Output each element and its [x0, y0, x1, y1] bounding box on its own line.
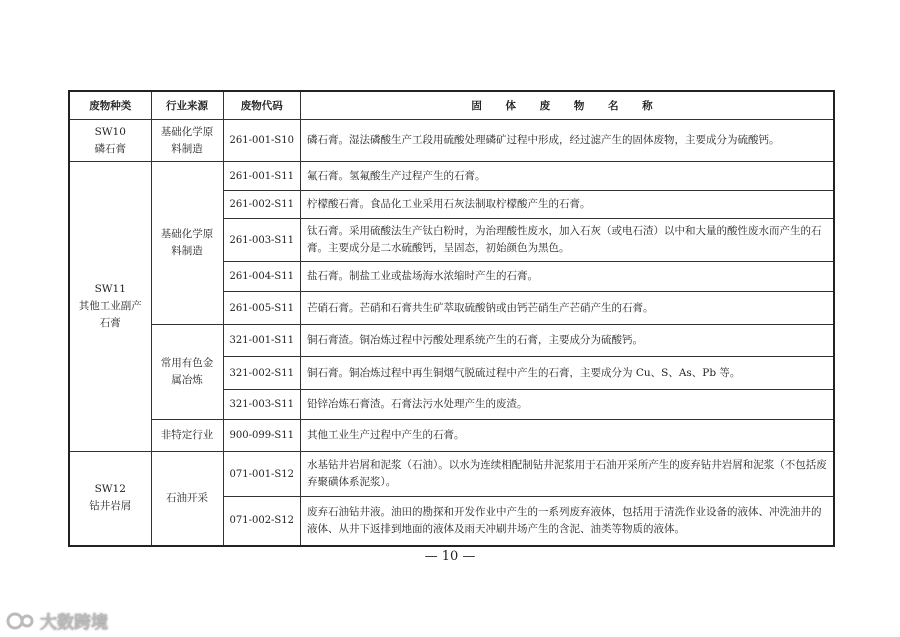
table-row: [69, 120, 834, 162]
table-row: [69, 420, 834, 452]
category-code: SW10: [94, 125, 126, 138]
category-name: 其他工业副产石膏: [78, 300, 142, 329]
source-cell: 基础化学原料制造: [151, 120, 223, 162]
desc-cell: 芒硝石膏。芒硝和石膏共生矿萃取硫酸钠或由钙芒硝生产芒硝产生的石膏。: [301, 292, 834, 325]
code-cell: 900-099-S11: [223, 420, 301, 452]
code-cell: 261-005-S11: [223, 292, 301, 325]
code-cell: 261-004-S11: [223, 262, 301, 292]
category-code: SW11: [94, 283, 126, 295]
category-cell: [69, 120, 151, 162]
source-cell: 常用有色金属冶炼: [151, 325, 223, 420]
header-code: 废物代码: [223, 91, 301, 120]
desc-cell: 废弃石油钻井液。油田的勘探和开发作业中产生的一系列废弃液体，包括用于清洗作业设备的液体、冲洗油井的液体、从井下返排到地面的液体及雨天冲刷井场产生的含泥、油类等物质的液体。: [301, 497, 834, 546]
table-row: [69, 162, 834, 191]
desc-cell: 铜石膏渣。铜冶炼过程中污酸处理系统产生的石膏，主要成分为硫酸钙。: [301, 325, 834, 357]
source-cell: 基础化学原料制造: [151, 162, 223, 325]
code-cell: 321-002-S11: [223, 357, 301, 390]
header-name: 固 体 废 物 名 称: [301, 91, 834, 120]
desc-cell: 铜石膏。铜冶炼过程中再生铜烟气脱硫过程中产生的石膏，主要成分为 Cu、S、As、Pb 等。: [301, 357, 834, 390]
desc-cell: 其他工业生产过程中产生的石膏。: [301, 420, 834, 452]
code-cell: 261-001-S10: [223, 120, 301, 162]
desc-cell: 钛石膏。采用硫酸法生产钛白粉时，为治理酸性废水，加入石灰（或电石渣）以中和大量的酸性废水而产生的石膏。主要成分是二水硫酸钙，呈固态，初始颜色为黑色。: [301, 219, 834, 262]
code-cell: 071-002-S12: [223, 497, 301, 546]
table-row: [69, 325, 834, 357]
category-name: 钻井岩屑: [89, 500, 132, 513]
category-name: 磷石膏: [94, 142, 126, 155]
desc-cell: 柠檬酸石膏。食品化工业采用石灰法制取柠檬酸产生的石膏。: [301, 191, 834, 219]
solid-waste-table: [68, 90, 835, 547]
source-cell: 石油开采: [151, 452, 223, 546]
code-cell: 321-003-S11: [223, 390, 301, 420]
watermark-text: 大数跨境: [40, 613, 108, 633]
header-source: 行业来源: [151, 91, 223, 120]
code-cell: 261-001-S11: [223, 162, 301, 191]
desc-cell: 磷石膏。湿法磷酸生产工段用硫酸处理磷矿过程中形成，经过滤产生的固体废物，主要成分为硫酸钙。: [301, 120, 834, 162]
code-cell: 071-001-S12: [223, 452, 301, 497]
desc-cell: 水基钻井岩屑和泥浆（石油）。以水为连续相配制钻井泥浆用于石油开采所产生的废弃钻井岩屑和泥浆（不包括废弃聚磺体系泥浆）。: [301, 452, 834, 497]
watermark: [6, 608, 108, 633]
code-cell: 321-001-S11: [223, 325, 301, 357]
desc-cell: 铅锌冶炼石膏渣。石膏法污水处理产生的废渣。: [301, 390, 834, 420]
desc-cell: 盐石膏。制盐工业或盐场海水浓缩时产生的石膏。: [301, 262, 834, 292]
watermark-logo-icon: [6, 610, 36, 632]
table-row: [69, 452, 834, 497]
category-cell: [69, 452, 151, 546]
page-number: — 10 —: [424, 549, 476, 564]
category-cell: [69, 162, 151, 452]
desc-cell: 氟石膏。氢氟酸生产过程产生的石膏。: [301, 162, 834, 191]
source-cell: 非特定行业: [151, 420, 223, 452]
table-header: [69, 91, 834, 120]
header-category: 废物种类: [69, 91, 151, 120]
code-cell: 261-003-S11: [223, 219, 301, 262]
code-cell: 261-002-S11: [223, 191, 301, 219]
category-code: SW12: [94, 483, 126, 496]
